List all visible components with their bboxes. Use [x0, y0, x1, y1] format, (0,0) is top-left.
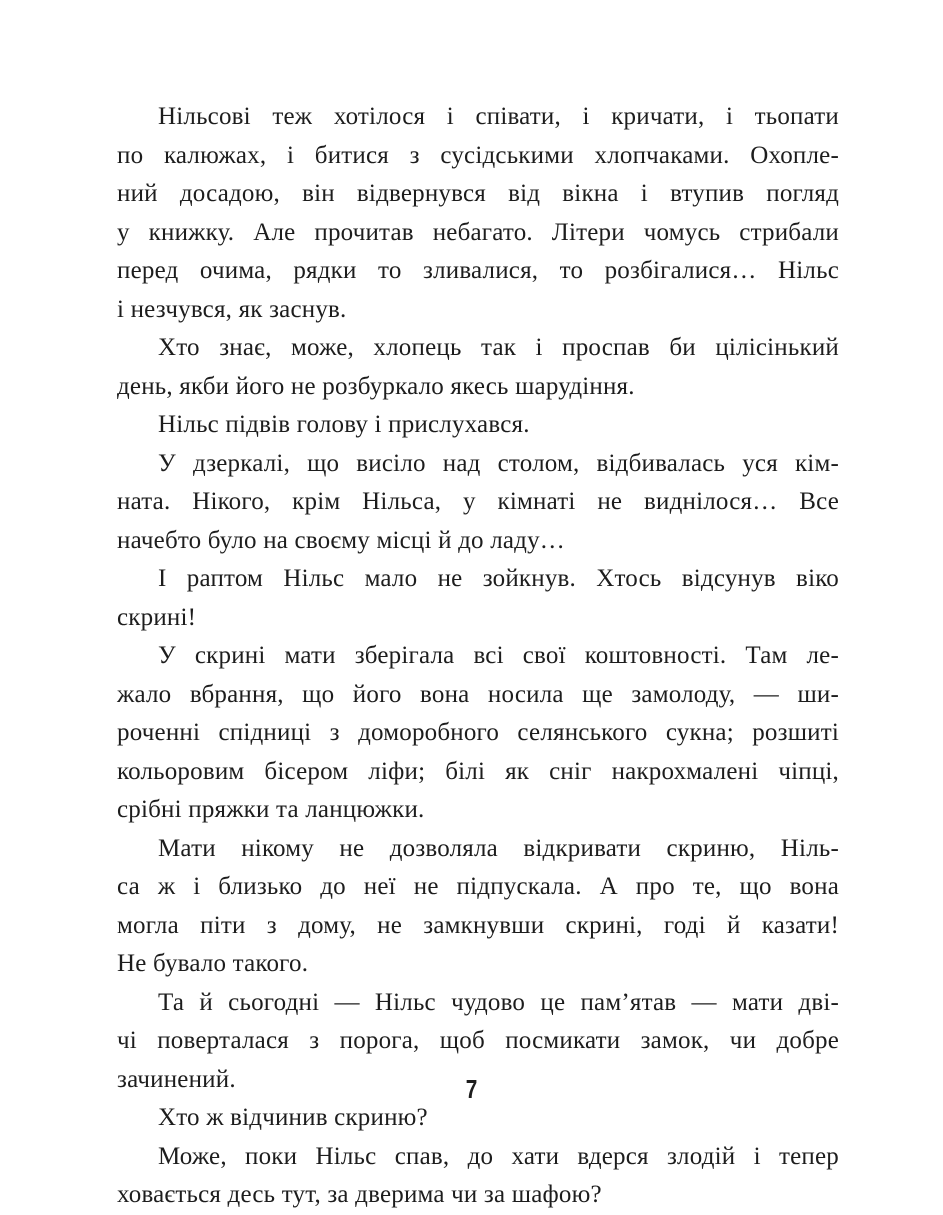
- page-number: 7: [465, 1074, 478, 1104]
- text-line: Та й сьогодні — Нільс чудово це пам’ятав — мати дві-: [158, 988, 839, 1016]
- text-line: зачинений.: [117, 1065, 236, 1093]
- text-line: са ж і близько до неї не підпускала. А про те, що вона: [117, 873, 839, 900]
- text-line: У дзеркалі, що висіло над столом, відбивалась уся кім-: [158, 449, 839, 477]
- paragraph: [117, 406, 839, 445]
- paragraph: [117, 445, 839, 561]
- paragraph: [117, 98, 839, 329]
- paragraph: [117, 830, 839, 984]
- text-line: день, якби його не розбуркало якесь шарудіння.: [117, 372, 635, 400]
- paragraph: [117, 329, 839, 406]
- text-line: Хто ж відчинив скриню?: [158, 1104, 428, 1131]
- text-line: срібні пряжки та ланцюжки.: [117, 796, 425, 823]
- text-line: могла піти з дому, не замкнувши скрині, годі й казати!: [117, 911, 839, 939]
- text-line: начебто було на своєму місці й до ладу…: [117, 526, 565, 554]
- text-line: ната. Нікого, крім Нільса, у кімнаті не виднілося… Все: [117, 488, 839, 515]
- text-line: Хто знає, може, хлопець так і проспав би цілісінький: [158, 334, 839, 361]
- text-line: Мати нікому не дозволяла відкривати скриню, Ніль-: [158, 834, 839, 862]
- text-line: жало вбрання, що його вона носила ще замолоду, — ши-: [117, 680, 839, 708]
- body-text: [117, 98, 839, 1215]
- text-line: І раптом Нільс мало не зойкнув. Хтось відсунув віко: [158, 565, 839, 592]
- text-line: ховається десь тут, за дверима чи за шафою?: [117, 1181, 602, 1208]
- text-line: і незчувся, як заснув.: [117, 295, 347, 323]
- text-line: Нільсові теж хотілося і співати, і кричати, і тьопати: [158, 103, 839, 130]
- paragraph: [117, 560, 839, 637]
- text-line: кольоровим бісером ліфи; білі як сніг накрохмалені чіпці,: [117, 757, 839, 785]
- paragraph: [117, 637, 839, 830]
- text-line: Може, поки Нільс спав, до хати вдерся злодій і тепер: [158, 1142, 839, 1170]
- text-line: чі поверталася з порога, щоб посмикати замок, чи добре: [117, 1027, 839, 1054]
- paragraph: [117, 1138, 839, 1215]
- text-line: по калюжах, і битися з сусідськими хлопчаками. Охопле-: [117, 141, 839, 169]
- text-line: у книжку. Але прочитав небагато. Літери чомусь стрибали: [117, 218, 839, 246]
- text-line: роченні спідниці з доморобного селянського сукна; розшиті: [117, 719, 839, 746]
- text-line: Нільс підвів голову і прислухався.: [158, 411, 530, 438]
- text-line: перед очима, рядки то зливалися, то розбігалися… Нільс: [117, 257, 839, 284]
- text-line: ний досадою, він відвернувся від вікна і втупив погляд: [117, 180, 839, 207]
- text-line: У скрині мати зберігала всі свої коштовності. Там ле-: [158, 642, 839, 669]
- text-line: Не бувало такого.: [117, 950, 309, 977]
- text-line: скрині!: [117, 603, 197, 631]
